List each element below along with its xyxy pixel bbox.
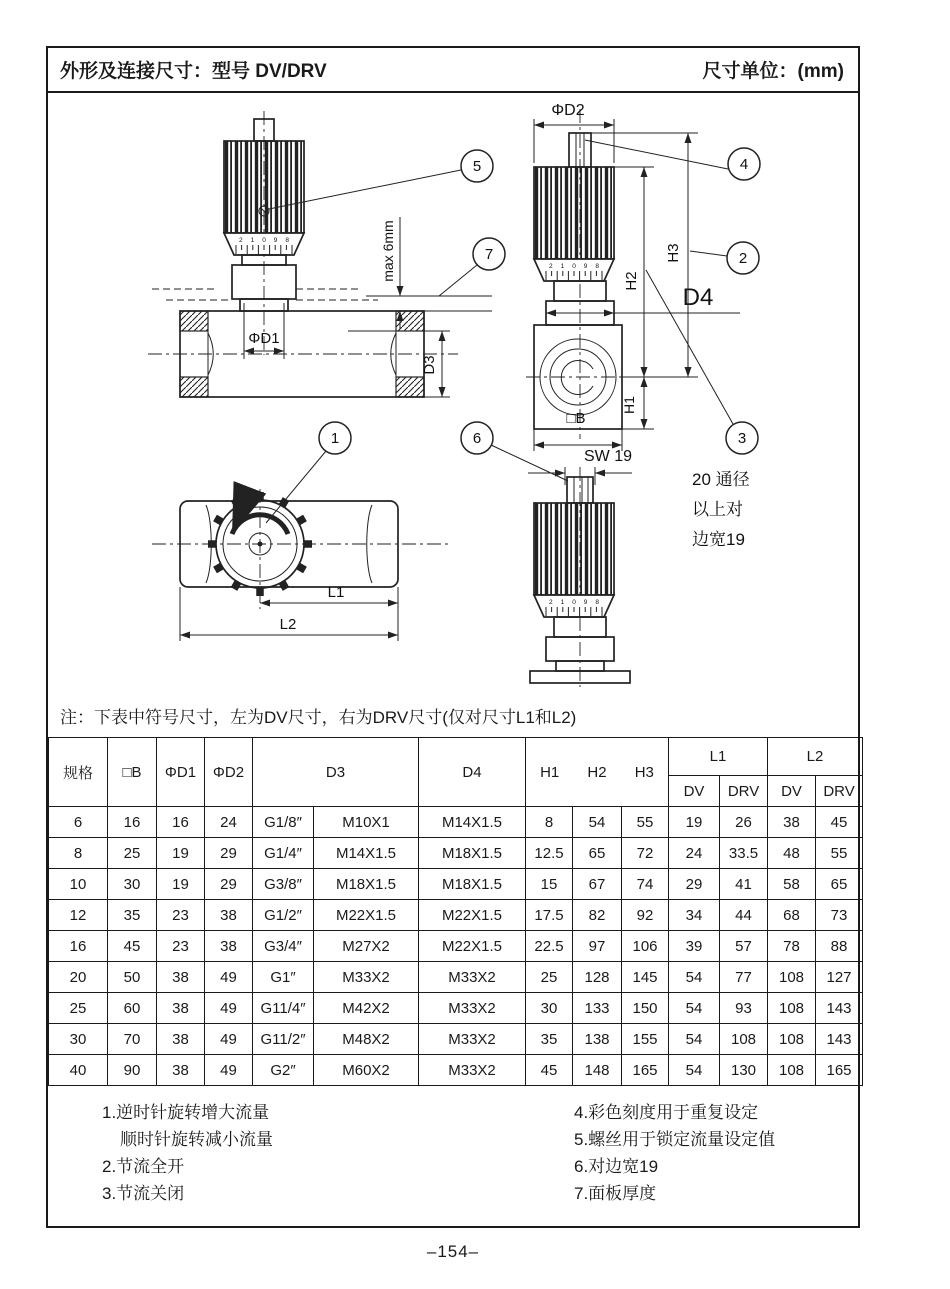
table-cell: 34 — [669, 900, 720, 931]
dim-label-phi-d2: ΦD2 — [551, 102, 585, 119]
table-cell: 26 — [720, 807, 768, 838]
table-cell: 16 — [157, 807, 205, 838]
table-cell: 58 — [768, 869, 816, 900]
table-cell: 60 — [108, 993, 157, 1024]
table-cell: 29 — [205, 869, 253, 900]
table-cell: 130 — [720, 1055, 768, 1086]
table-cell: G1″ — [253, 962, 314, 993]
table-cell: 38 — [205, 900, 253, 931]
table-cell: 17.5 — [526, 900, 573, 931]
unit-label: 尺寸单位：(mm) — [702, 61, 844, 82]
footnote: 3.节流关闭 — [102, 1184, 185, 1203]
dim-label-l1: L1 — [327, 584, 345, 601]
table-cell: M18X1.5 — [419, 869, 526, 900]
table-cell: 12 — [49, 900, 108, 931]
table-cell: M33X2 — [419, 1055, 526, 1086]
dim-label-h1: H1 — [621, 396, 637, 414]
table-cell: 25 — [526, 962, 573, 993]
table-cell: 54 — [669, 1024, 720, 1055]
table-cell: 54 — [669, 962, 720, 993]
callout-2 — [727, 242, 759, 274]
table-cell: 57 — [720, 931, 768, 962]
table-cell: 20 — [49, 962, 108, 993]
dim-label-sw: SW 19 — [583, 448, 633, 465]
table-row — [49, 900, 863, 931]
table-cell: M14X1.5 — [419, 807, 526, 838]
callout-1 — [319, 422, 351, 454]
table-row — [49, 1024, 863, 1055]
table-cell: 10 — [49, 869, 108, 900]
table-cell: 155 — [622, 1024, 669, 1055]
col-header-h1: H1 — [540, 763, 560, 781]
table-cell: 41 — [720, 869, 768, 900]
svg-text:边宽19: 边宽19 — [692, 530, 745, 549]
col-header-d3: D3 — [253, 738, 419, 807]
spindle-view — [461, 422, 750, 687]
table-cell: 50 — [108, 962, 157, 993]
footnotes-left — [102, 1099, 273, 1207]
table-cell: 38 — [157, 962, 205, 993]
col-header-l2-drv: DRV — [816, 776, 863, 807]
col-header-l1-dv: DV — [669, 776, 720, 807]
dim-label-phi-d1: ΦD1 — [248, 330, 280, 347]
table-cell: 67 — [573, 869, 622, 900]
table-cell: 22.5 — [526, 931, 573, 962]
table-cell: 8 — [526, 807, 573, 838]
table-cell: 33.5 — [720, 838, 768, 869]
table-cell: M33X2 — [419, 1024, 526, 1055]
table-cell: 93 — [720, 993, 768, 1024]
table-cell: 38 — [157, 993, 205, 1024]
table-cell: M33X2 — [314, 962, 419, 993]
footnotes-right — [574, 1099, 775, 1207]
table-cell: M27X2 — [314, 931, 419, 962]
table-cell: 35 — [526, 1024, 573, 1055]
callout-4 — [728, 148, 760, 180]
footnote: 1.逆时针旋转增大流量 — [102, 1103, 270, 1122]
table-cell: 39 — [669, 931, 720, 962]
table-cell: M48X2 — [314, 1024, 419, 1055]
svg-text:4: 4 — [739, 156, 749, 173]
footnote: 6.对边宽19 — [574, 1157, 659, 1176]
table-cell: M22X1.5 — [419, 931, 526, 962]
table-cell: M60X2 — [314, 1055, 419, 1086]
table-cell: 23 — [157, 900, 205, 931]
table-cell: 38 — [768, 807, 816, 838]
table-cell: 30 — [108, 869, 157, 900]
table-cell: 54 — [669, 1055, 720, 1086]
table-cell: 97 — [573, 931, 622, 962]
table-row — [49, 869, 863, 900]
table-cell: 148 — [573, 1055, 622, 1086]
svg-text:3: 3 — [737, 430, 747, 447]
col-header-h-group — [526, 738, 669, 807]
table-cell: M14X1.5 — [314, 838, 419, 869]
table-cell: 55 — [622, 807, 669, 838]
col-header-d2: ΦD2 — [205, 738, 253, 807]
table-cell: 49 — [205, 962, 253, 993]
table-cell: 108 — [768, 993, 816, 1024]
top-view — [152, 422, 448, 641]
page-number: –154– — [426, 1242, 480, 1261]
col-header-d4: D4 — [419, 738, 526, 807]
table-cell: 8 — [49, 838, 108, 869]
table-cell: 65 — [816, 869, 863, 900]
table-cell: 143 — [816, 1024, 863, 1055]
table-cell: 15 — [526, 869, 573, 900]
callout-6 — [461, 422, 493, 454]
table-cell: 38 — [205, 931, 253, 962]
table-cell: 165 — [816, 1055, 863, 1086]
footnote: 顺时针旋转减小流量 — [120, 1130, 273, 1149]
table-cell: 49 — [205, 1055, 253, 1086]
table-cell: G11/4″ — [253, 993, 314, 1024]
table-note: 注：下表中符号尺寸，左为DV尺寸，右为DRV尺寸(仅对尺寸L1和L2) — [60, 708, 577, 727]
table-cell: 49 — [205, 1024, 253, 1055]
table-row — [49, 1055, 863, 1086]
size-note — [692, 470, 750, 549]
table-cell: 48 — [768, 838, 816, 869]
table-cell: G1/4″ — [253, 838, 314, 869]
table-cell: 38 — [157, 1024, 205, 1055]
table-cell: 44 — [720, 900, 768, 931]
table-cell: 72 — [622, 838, 669, 869]
table-cell: 90 — [108, 1055, 157, 1086]
col-header-d1: ΦD1 — [157, 738, 205, 807]
table-cell: 30 — [526, 993, 573, 1024]
table-cell: 40 — [49, 1055, 108, 1086]
table-cell: 6 — [49, 807, 108, 838]
table-row — [49, 807, 863, 838]
footnote: 4.彩色刻度用于重复设定 — [574, 1103, 759, 1122]
table-cell: 19 — [157, 869, 205, 900]
table-cell: 78 — [768, 931, 816, 962]
table-cell: 106 — [622, 931, 669, 962]
technical-drawing-svg: 2 1 0 9 8 ΦD1 D3 max 6mm 5 7 ΦD2 D4 □B H2 H3 H1 4 2 3 L1 L2 1 SW 19 6 20 通径 以上对 边宽19 — [48, 93, 862, 691]
table-cell: 88 — [816, 931, 863, 962]
table-cell: 16 — [49, 931, 108, 962]
table-cell: 45 — [816, 807, 863, 838]
dim-label-h2: H2 — [623, 271, 640, 291]
table-cell: 92 — [622, 900, 669, 931]
svg-text:7: 7 — [484, 246, 494, 263]
table-cell: 24 — [669, 838, 720, 869]
table-row — [49, 993, 863, 1024]
table-cell: 25 — [49, 993, 108, 1024]
svg-text:以上对: 以上对 — [692, 500, 743, 519]
table-cell: 19 — [669, 807, 720, 838]
table-cell: 45 — [526, 1055, 573, 1086]
table-cell: 108 — [768, 1055, 816, 1086]
table-row — [49, 962, 863, 993]
table-cell: 127 — [816, 962, 863, 993]
table-cell: 77 — [720, 962, 768, 993]
col-header-l2-dv: DV — [768, 776, 816, 807]
dim-label-d3: D3 — [421, 355, 438, 375]
table-cell: 23 — [157, 931, 205, 962]
table-cell: 38 — [157, 1055, 205, 1086]
dim-label-h3: H3 — [665, 243, 682, 263]
col-header-h3: H3 — [634, 763, 654, 781]
table-cell: 55 — [816, 838, 863, 869]
table-cell: M33X2 — [419, 962, 526, 993]
dim-label-l2: L2 — [279, 616, 297, 633]
table-cell: 29 — [205, 838, 253, 869]
col-header-spec: 规格 — [49, 738, 108, 807]
table-cell: G1/8″ — [253, 807, 314, 838]
col-header-b: □B — [108, 738, 157, 807]
svg-text:5: 5 — [472, 158, 482, 175]
table-cell: 65 — [573, 838, 622, 869]
callout-3 — [726, 422, 758, 454]
footnote: 2.节流全开 — [102, 1157, 185, 1176]
table-cell: 19 — [157, 838, 205, 869]
table-cell: 138 — [573, 1024, 622, 1055]
table-cell: 108 — [720, 1024, 768, 1055]
table-cell: M22X1.5 — [419, 900, 526, 931]
table-cell: 73 — [816, 900, 863, 931]
table-cell: 24 — [205, 807, 253, 838]
table-cell: G2″ — [253, 1055, 314, 1086]
table-cell: 68 — [768, 900, 816, 931]
table-cell: 128 — [573, 962, 622, 993]
table-cell: 49 — [205, 993, 253, 1024]
table-cell: M18X1.5 — [314, 869, 419, 900]
table-cell: 133 — [573, 993, 622, 1024]
dimension-table-body — [49, 807, 863, 1086]
table-cell: M10X1 — [314, 807, 419, 838]
table-cell: 25 — [108, 838, 157, 869]
callout-7 — [473, 238, 505, 270]
table-cell: M22X1.5 — [314, 900, 419, 931]
dim-label-max-panel: max 6mm — [380, 220, 396, 282]
table-cell: 16 — [108, 807, 157, 838]
dimension-table — [48, 737, 863, 1086]
svg-text:20 通径: 20 通径 — [692, 470, 750, 489]
svg-text:2: 2 — [738, 250, 748, 267]
table-cell: G3/8″ — [253, 869, 314, 900]
table-cell: 45 — [108, 931, 157, 962]
table-cell: 145 — [622, 962, 669, 993]
svg-text:1: 1 — [330, 430, 340, 447]
table-cell: G3/4″ — [253, 931, 314, 962]
table-cell: G1/2″ — [253, 900, 314, 931]
table-row — [49, 931, 863, 962]
table-cell: 108 — [768, 962, 816, 993]
table-cell: 70 — [108, 1024, 157, 1055]
table-cell: 143 — [816, 993, 863, 1024]
table-cell: 150 — [622, 993, 669, 1024]
table-cell: 165 — [622, 1055, 669, 1086]
table-cell: G11/2″ — [253, 1024, 314, 1055]
front-view-dv — [148, 111, 505, 397]
col-header-l1: L1 — [669, 738, 768, 776]
page-title: 外形及连接尺寸：型号 DV/DRV — [60, 61, 327, 82]
table-cell: 74 — [622, 869, 669, 900]
footnote: 7.面板厚度 — [574, 1184, 657, 1203]
table-cell: 54 — [573, 807, 622, 838]
col-header-l2: L2 — [768, 738, 863, 776]
table-cell: 82 — [573, 900, 622, 931]
title-bar — [48, 48, 858, 93]
side-view-drv — [526, 102, 760, 454]
table-cell: 12.5 — [526, 838, 573, 869]
callout-5 — [461, 150, 493, 182]
footnote: 5.螺丝用于锁定流量设定值 — [574, 1130, 776, 1149]
table-cell: 29 — [669, 869, 720, 900]
table-cell: M33X2 — [419, 993, 526, 1024]
table-cell: 30 — [49, 1024, 108, 1055]
table-cell: 54 — [669, 993, 720, 1024]
table-cell: 35 — [108, 900, 157, 931]
col-header-h2: H2 — [587, 763, 607, 781]
footnotes — [48, 1086, 858, 1215]
col-header-l1-drv: DRV — [720, 776, 768, 807]
table-row — [49, 838, 863, 869]
drawing-area — [48, 93, 858, 691]
catalog-sheet — [46, 46, 860, 1228]
table-cell: M42X2 — [314, 993, 419, 1024]
table-cell: M18X1.5 — [419, 838, 526, 869]
dim-label-box-b: □B — [566, 410, 586, 427]
table-cell: 108 — [768, 1024, 816, 1055]
dim-label-d4: D4 — [682, 284, 714, 311]
svg-text:6: 6 — [472, 430, 482, 447]
